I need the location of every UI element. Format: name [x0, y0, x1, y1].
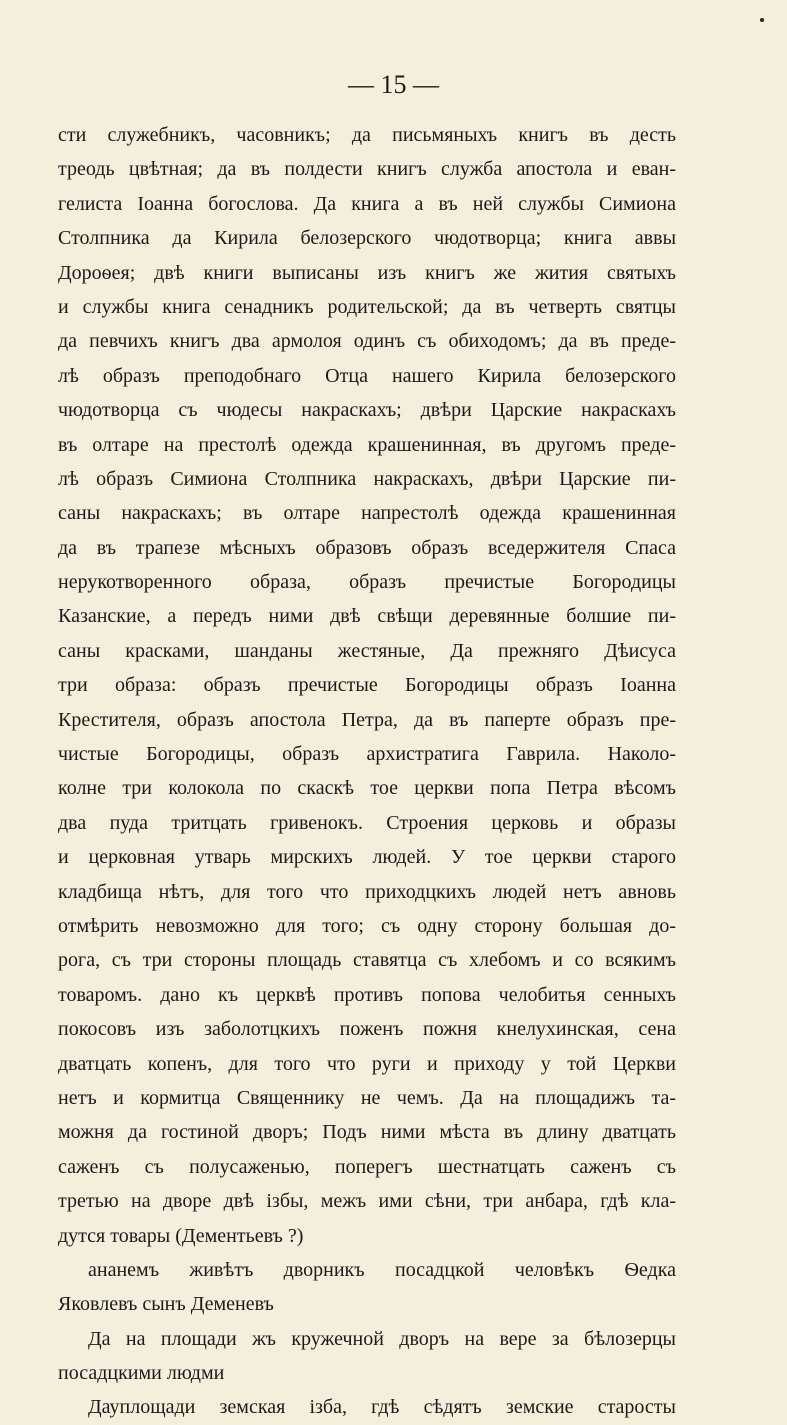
text-line: три образа: образъ пречистые Богородицы образъ Іоанна [58, 674, 676, 697]
text-line: въ олтаре на престолѣ одежда крашенинная, въ другомъ преде- [58, 433, 676, 456]
text-line: саны накраскахъ; въ олтаре напрестолѣ одежда крашенинная [58, 502, 676, 525]
text-line: да певчихъ книгъ два армолоя одинъ съ обиходомъ; да въ преде- [58, 330, 676, 353]
text-line: сти служебникъ, часовникъ; да письмяныхъ книгъ въ десть [58, 124, 676, 146]
text-line: дватцать копенъ, для того что руги и приходу у той Церкви [58, 1052, 676, 1075]
text-line: саженъ съ полусаженью, поперегъ шестнатцать саженъ съ [58, 1155, 676, 1178]
text-line: да въ трапезе мѣсныхъ образовъ образъ вседержителя Спаса [58, 536, 676, 559]
text-line: два пуда тритцать гривенокъ. Строения церковь и образы [58, 811, 676, 834]
text-line: чюдотворца съ чюдесы накраскахъ; двѣри Царские накраскахъ [58, 399, 676, 422]
text-line: Казанские, а передъ ними двѣ свѣщи деревянные болшие пи- [58, 605, 676, 628]
text-line: и церковная утварь мирскихъ людей. У тое церкви старого [58, 846, 676, 869]
text-line: саны красками, шанданы жестяные, Да прежняго Дѣисуса [58, 639, 676, 662]
text-body [58, 118, 676, 1425]
text-line: посадцкими людми [58, 1362, 225, 1385]
text-line: чистые Богородицы, образъ архистратига Гаврила. Наколо- [58, 743, 676, 766]
ink-speck [760, 18, 764, 22]
text-line: нетъ и кормитца Священнику не чемъ. Да на площадижъ та- [58, 1086, 676, 1109]
text-line: рога, съ три стороны площадь ставятца съ хлебомъ и со всякимъ [58, 949, 676, 972]
text-line: ананемъ живѣтъ дворникъ посадцкой человѣкъ Ѳедка [88, 1258, 676, 1281]
text-line: и службы книга сенадникъ родительской; да въ четверть святцы [58, 295, 676, 318]
text-line: дутся товары (Дементьевъ ?) [58, 1224, 304, 1247]
text-line: товаромъ. дано къ церквѣ противъ попова челобитья сенныхъ [58, 983, 676, 1006]
text-line: Да на площади жъ кружечной дворъ на вере за бѣлозерцы [88, 1327, 676, 1350]
text-line: колне три колокола по скаскѣ тое церкви попа Петра вѣсомъ [58, 777, 676, 800]
text-line: лѣ образъ Симиона Столпника накраскахъ, двѣри Царские пи- [58, 467, 676, 490]
text-line: треодь цвѣтная; да въ полдести книгъ служба апостола и еван- [58, 158, 676, 181]
text-line: третью на дворе двѣ ізбы, межъ ими сѣни, три анбара, гдѣ кла- [58, 1190, 676, 1213]
text-line: Яковлевъ сынъ Деменевъ [58, 1293, 274, 1316]
text-line: лѣ образъ преподобнаго Отца нашего Кирила белозерского [58, 364, 676, 387]
text-line: отмѣрить невозможно для того; съ одну сторону большая до- [58, 914, 676, 937]
text-line: кладбища нѣтъ, для того что приходцкихъ людей нетъ авновь [58, 880, 676, 903]
text-line: Крестителя, образъ апостола Петра, да въ паперте образъ пре- [58, 708, 676, 731]
text-line: нерукотворенного образа, образъ пречистые Богородицы [58, 571, 676, 594]
text-line: Дороѳея; двѣ книги выписаны изъ книгъ же жития святыхъ [58, 261, 676, 284]
text-line: Дауплощади земская ізба, гдѣ сѣдятъ земские старосты [88, 1396, 676, 1419]
text-line: Столпника да Кирила белозерского чюдотворца; книга аввы [58, 227, 676, 250]
page-number: — 15 — [348, 70, 439, 99]
text-line: покосовъ изъ заболотцкихъ поженъ пожня кнелухинская, сена [58, 1018, 676, 1041]
text-line: можня да гостиной дворъ; Подъ ними мѣста въ длину дватцать [58, 1121, 676, 1144]
text-line: гелиста Іоанна богослова. Да книга а въ ней службы Симиона [58, 192, 676, 215]
